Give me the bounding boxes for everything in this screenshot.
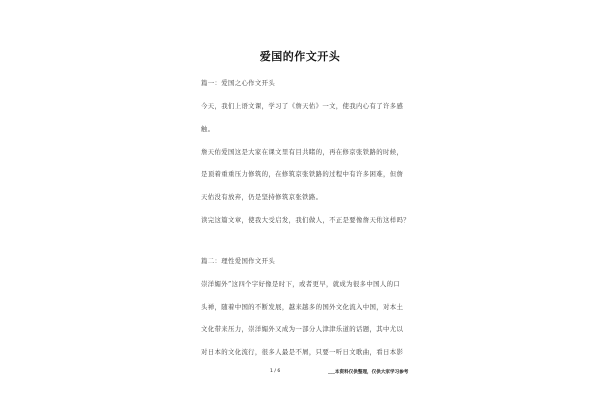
section-1-line: 是顶着重重压力修筑的，在修筑京张铁路的过程中有许多困难，但詹: [201, 170, 404, 178]
footer-note: ___本资料仅供整理，仅供大家学习参考: [328, 370, 409, 375]
document-title: 爱国的作文开头: [259, 50, 341, 63]
section-1-line: 读完这篇文章，使我大受启发，我们做人，不正是要像詹天佑这样吗？: [201, 216, 410, 224]
section-1-line: 今天，我们上语文课，学习了《詹天佑》一文，使我内心有了许多感: [201, 102, 404, 110]
section-1-line: 触。: [201, 125, 215, 133]
section-1-heading: 篇一：爱国之心作文开头: [201, 79, 276, 87]
section-2-line: 头禅，随着中国的不断发展，越来越多的国外文化流入中国，对本土: [201, 303, 404, 311]
section-2-heading: 篇二：理性爱国作文开头: [201, 257, 276, 265]
section-2-line: 对日本的文化流行，很多人最是不屑，只要一听日文歌曲，看日本影: [201, 348, 404, 356]
section-2-line: 文化带来压力，崇洋媚外又成为一部分人津津乐道的话题，其中尤以: [201, 325, 404, 333]
section-1-line: 詹天佑爱国这是大家在课文里有目共睹的，再在修京张铁路的时候，: [201, 148, 404, 156]
section-2-line: 崇洋媚外”这四个字好像是时下，或者更早，就成为很多中国人的口: [201, 280, 401, 288]
page-number: 1 / 6: [270, 369, 281, 374]
section-1-line: 天佑没有放弃，仍是坚持修筑京张铁路。: [201, 193, 323, 201]
